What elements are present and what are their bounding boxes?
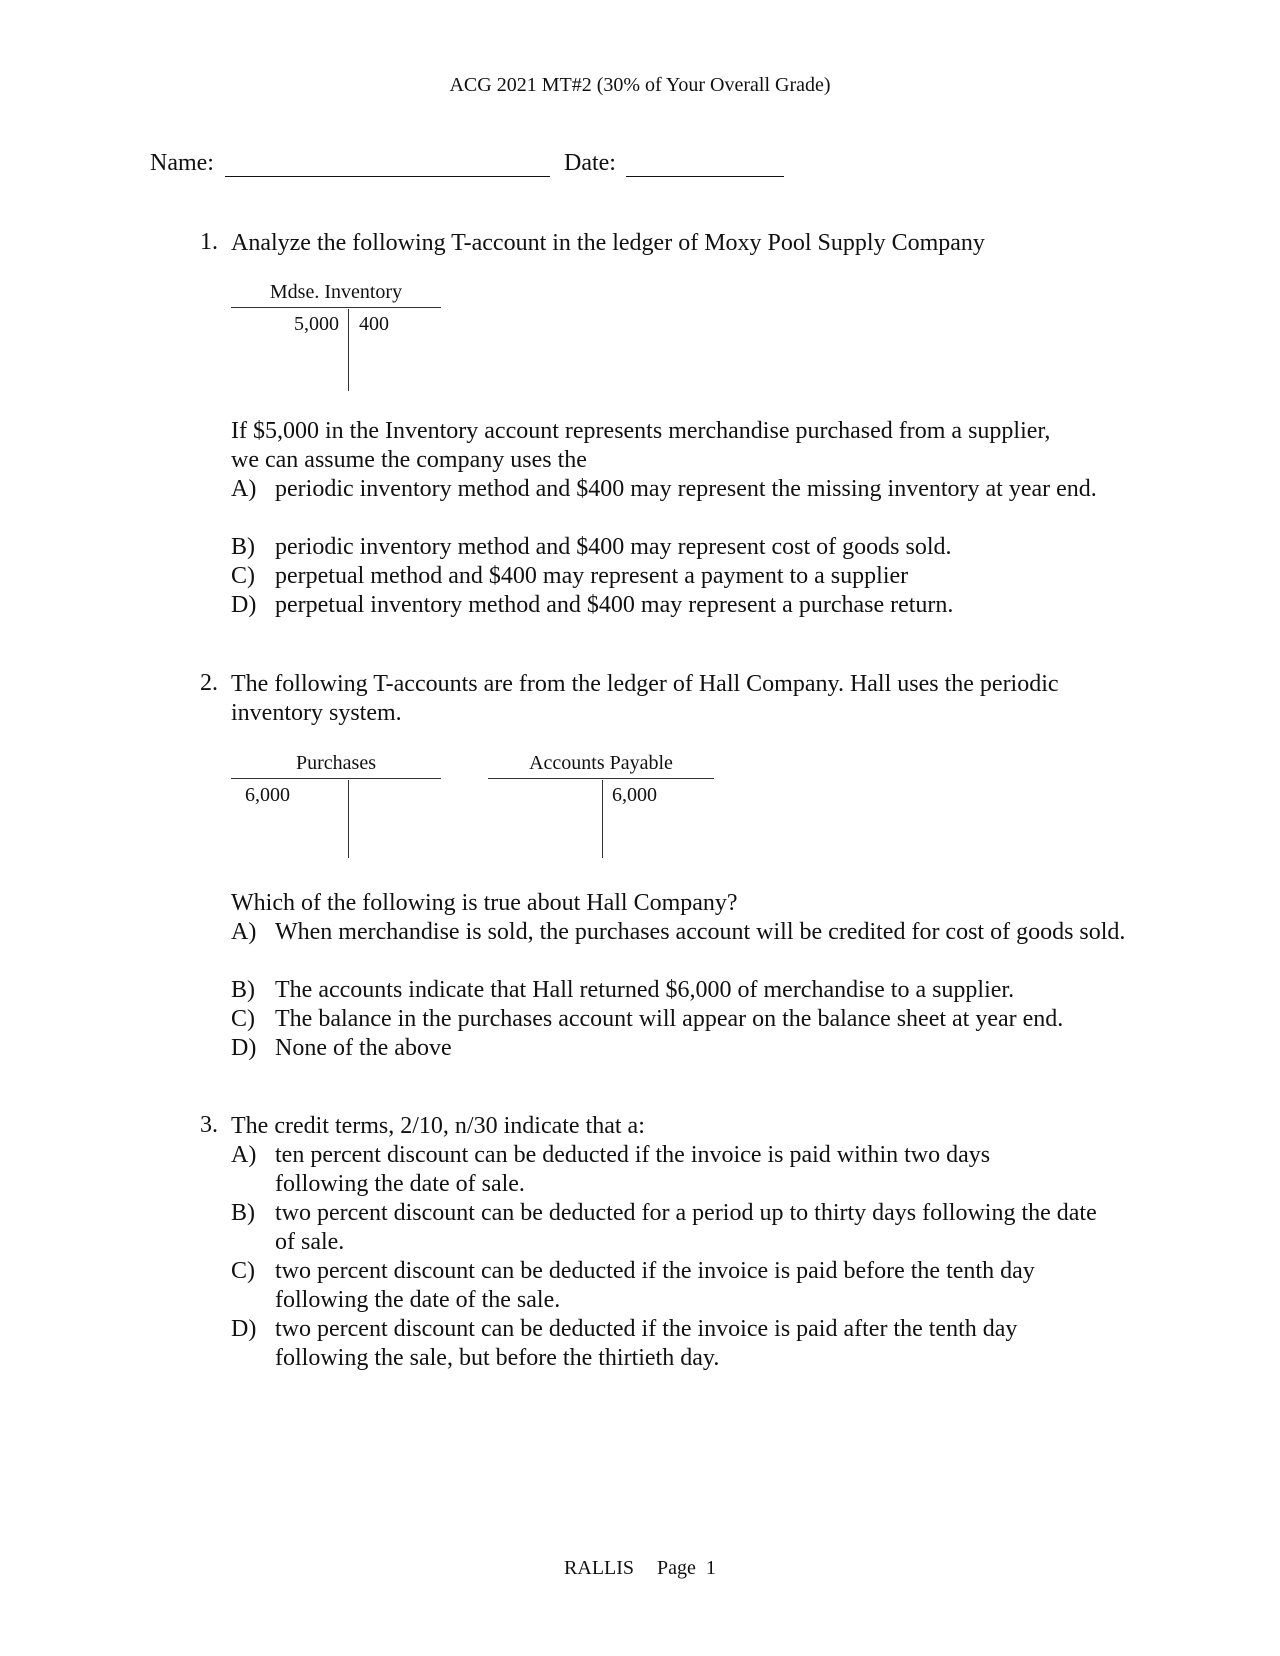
q1-option-d[interactable] xyxy=(231,591,1111,620)
t-account-credit: 400 xyxy=(359,313,389,335)
option-text: None of the above xyxy=(275,1035,452,1061)
q3-option-b[interactable] xyxy=(231,1199,1111,1257)
q2-option-b[interactable] xyxy=(231,976,1126,1005)
q2-prompt-line2: inventory system. xyxy=(231,700,402,726)
q1-prompt: Analyze the following T-account in the ledger of Moxy Pool Supply Company xyxy=(231,230,985,256)
page-header: ACG 2021 MT#2 (30% of Your Overall Grade) xyxy=(449,74,831,96)
option-letter: D) xyxy=(231,592,257,618)
option-letter: C) xyxy=(231,563,255,589)
q2-option-c[interactable] xyxy=(231,1005,1126,1034)
q3-option-a[interactable] xyxy=(231,1141,1111,1199)
q2-stem: Which of the following is true about Hall Company? xyxy=(231,890,738,916)
t-account-divider xyxy=(348,780,349,858)
option-letter: D) xyxy=(231,1316,257,1342)
option-text: perpetual inventory method and $400 may represent a purchase return. xyxy=(275,592,954,618)
option-letter: B) xyxy=(231,977,255,1003)
name-label: Name: xyxy=(150,150,214,176)
q2-option-d[interactable] xyxy=(231,1034,1126,1063)
footer-author: RALLIS xyxy=(564,1557,635,1579)
t-account-title: Purchases xyxy=(231,752,441,779)
t-account-debit: 6,000 xyxy=(245,784,290,806)
option-text: perpetual method and $400 may represent a payment to a supplier xyxy=(275,563,909,589)
option-text: periodic inventory method and $400 may represent cost of goods sold. xyxy=(275,534,952,560)
q1-option-c[interactable] xyxy=(231,562,1111,591)
q1-stem-line2: we can assume the company uses the xyxy=(231,447,587,473)
t-account-title: Accounts Payable xyxy=(488,752,714,779)
option-letter: B) xyxy=(231,1200,255,1226)
q3-number: 3. xyxy=(200,1112,218,1138)
option-text: two percent discount can be deducted for a period up to thirty days following the date of sale. xyxy=(275,1200,1097,1255)
name-field-line[interactable] xyxy=(225,176,550,177)
option-letter: A) xyxy=(231,919,257,945)
option-text: two percent discount can be deducted if the invoice is paid before the tenth day following the date of the sale. xyxy=(275,1258,1035,1313)
option-text: two percent discount can be deducted if the invoice is paid after the tenth day following the sale, but before the thirtieth day. xyxy=(275,1316,1018,1371)
q3-option-d[interactable] xyxy=(231,1315,1111,1373)
option-text: When merchandise is sold, the purchases account will be credited for cost of goods sold. xyxy=(275,919,1126,945)
q2-t-account-purchases xyxy=(231,752,441,858)
q3-prompt: The credit terms, 2/10, n/30 indicate that a: xyxy=(231,1113,645,1139)
q2-number: 2. xyxy=(200,670,218,696)
option-letter: A) xyxy=(231,476,257,502)
option-text: periodic inventory method and $400 may represent the missing inventory at year end. xyxy=(275,476,1097,502)
q2-option-a[interactable] xyxy=(231,918,1126,976)
t-account-credit: 6,000 xyxy=(612,784,657,806)
t-account-title: Mdse. Inventory xyxy=(231,281,441,308)
option-text: The accounts indicate that Hall returned $6,000 of merchandise to a supplier. xyxy=(275,977,1015,1003)
q2-prompt-line1: The following T-accounts are from the ledger of Hall Company. Hall uses the periodic xyxy=(231,671,1059,697)
date-label: Date: xyxy=(564,150,616,176)
t-account-debit: 5,000 xyxy=(294,313,339,335)
date-field-line[interactable] xyxy=(626,176,784,177)
q2-t-account-accounts-payable xyxy=(488,752,714,858)
page-footer xyxy=(0,1557,1280,1580)
option-letter: D) xyxy=(231,1035,257,1061)
footer-page-number: Page 1 xyxy=(657,1557,716,1579)
option-letter: A) xyxy=(231,1142,257,1168)
q1-option-b[interactable] xyxy=(231,533,1111,562)
q3-option-c[interactable] xyxy=(231,1257,1111,1315)
q1-t-account xyxy=(231,281,441,391)
q1-number: 1. xyxy=(200,229,218,255)
option-letter: B) xyxy=(231,534,255,560)
option-letter: C) xyxy=(231,1258,255,1284)
option-letter: C) xyxy=(231,1006,255,1032)
q1-stem-line1: If $5,000 in the Inventory account represents merchandise purchased from a supplier, xyxy=(231,418,1051,444)
option-text: ten percent discount can be deducted if the invoice is paid within two days following the date of sale. xyxy=(275,1142,991,1197)
t-account-divider xyxy=(348,309,349,391)
q1-option-a[interactable] xyxy=(231,475,1111,533)
option-text: The balance in the purchases account will appear on the balance sheet at year end. xyxy=(275,1006,1064,1032)
t-account-divider xyxy=(602,780,603,858)
